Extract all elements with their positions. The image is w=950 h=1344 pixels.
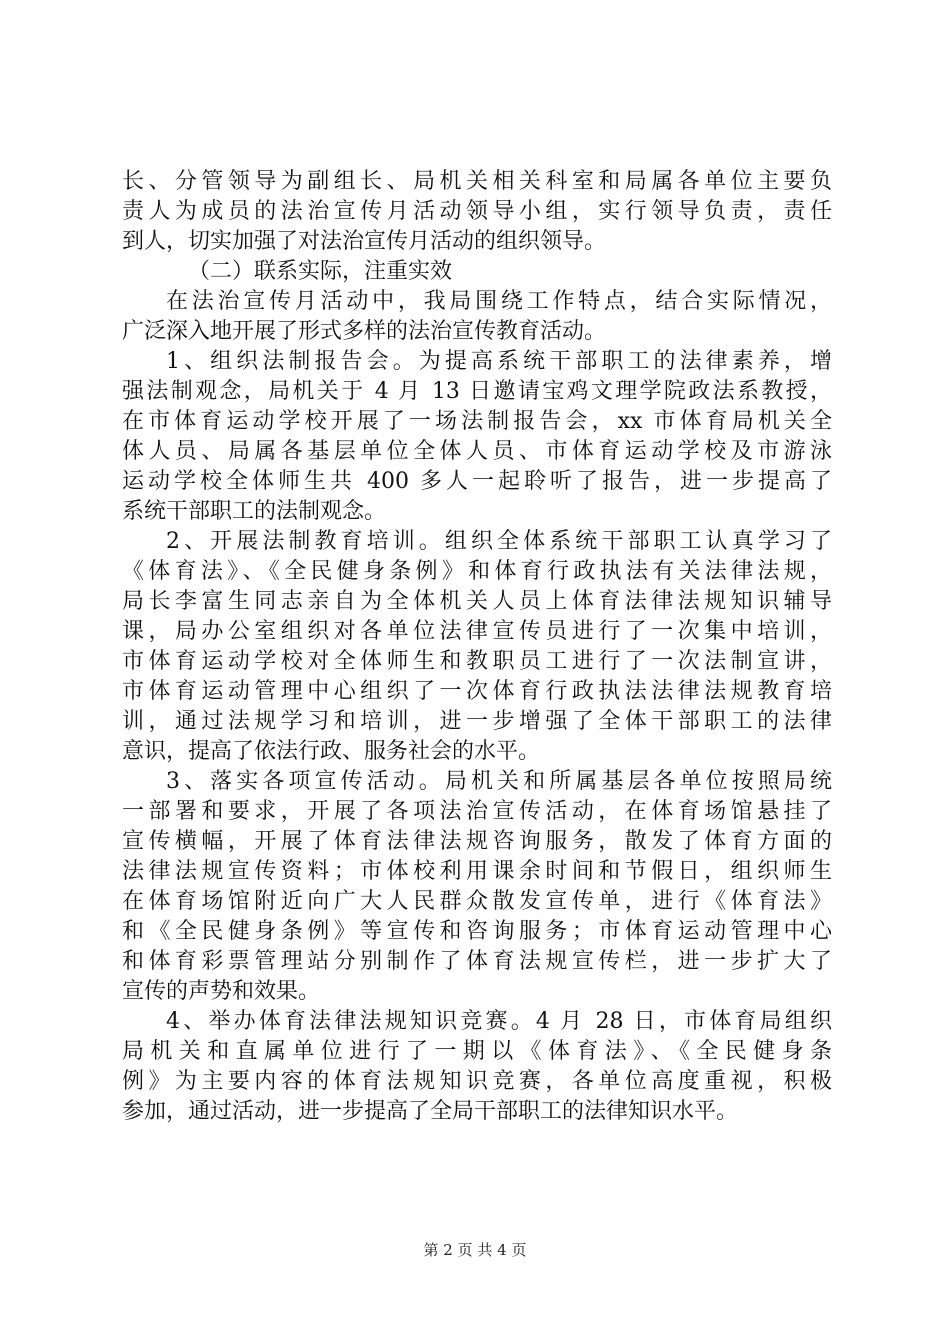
body-line: 课，局办公室组织对各单位法律宣传员进行了一次集中培训，	[122, 619, 832, 644]
item-4-line: 4、举办体育法律法规知识竞赛。4 月 28 日，市体育局组织	[166, 1009, 832, 1034]
section-heading: （二）联系实际，注重实效	[188, 259, 453, 284]
body-line: 参加，通过活动，进一步提高了全局干部职工的法律知识水平。	[122, 1099, 739, 1124]
body-line: 局机关和直属单位进行了一期以《体育法》、《全民健身条	[122, 1039, 832, 1064]
body-line: 在体育场馆附近向广大人民群众散发宣传单，进行《体育法》	[122, 889, 832, 914]
body-line: 责人为成员的法治宣传月活动领导小组，实行领导负责，责任	[122, 199, 832, 224]
body-line: 运动学校全体师生共 400 多人一起聆听了报告，进一步提高了	[122, 469, 832, 494]
body-line: 法律法规宣传资料；市体校利用课余时间和节假日，组织师生	[122, 859, 832, 884]
page-footer: 第 2 页 共 4 页	[423, 1241, 527, 1259]
body-line: 宣传横幅，开展了体育法律法规咨询服务，散发了体育方面的	[122, 829, 832, 854]
body-line: 一部署和要求，开展了各项法治宣传活动，在体育场馆悬挂了	[122, 799, 832, 824]
item-2-line: 2、开展法制教育培训。组织全体系统干部职工认真学习了	[166, 529, 832, 554]
body-line: 和体育彩票管理站分别制作了体育法规宣传栏，进一步扩大了	[122, 949, 832, 974]
body-line: 《体育法》、《全民健身条例》和体育行政执法有关法律法规，	[122, 559, 832, 584]
body-line: 体人员、局属各基层单位全体人员、市体育运动学校及市游泳	[122, 439, 832, 464]
body-line: 和《全民健身条例》等宣传和咨询服务；市体育运动管理中心	[122, 919, 832, 944]
body-line: 强法制观念，局机关于 4 月 13 日邀请宝鸡文理学院政法系教授，	[122, 379, 832, 404]
body-line: 宣传的声势和效果。	[122, 979, 321, 1004]
body-line: 广泛深入地开展了形式多样的法治宣传教育活动。	[122, 319, 607, 344]
body-line: 局长李富生同志亲自为全体机关人员上体育法律法规知识辅导	[122, 589, 832, 614]
body-line: 到人，切实加强了对法治宣传月活动的组织领导。	[122, 229, 607, 254]
item-3-line: 3、落实各项宣传活动。局机关和所属基层各单位按照局统	[166, 769, 832, 794]
body-line: 系统干部职工的法制观念。	[122, 499, 387, 524]
body-line: 在法治宣传月活动中，我局围绕工作特点，结合实际情况，	[166, 289, 832, 314]
item-1-line: 1、组织法制报告会。为提高系统干部职工的法律素养，增	[166, 349, 832, 374]
body-line: 例》为主要内容的体育法规知识竞赛，各单位高度重视，积极	[122, 1069, 832, 1094]
body-line: 在市体育运动学校开展了一场法制报告会，xx 市体育局机关全	[122, 409, 832, 434]
document-body	[122, 167, 832, 1127]
body-line: 训，通过法规学习和培训，进一步增强了全体干部职工的法律	[122, 709, 832, 734]
body-line: 长、分管领导为副组长、局机关相关科室和局属各单位主要负	[122, 169, 832, 194]
body-line: 市体育运动管理中心组织了一次体育行政执法法律法规教育培	[122, 679, 832, 704]
body-line: 市体育运动学校对全体师生和教职员工进行了一次法制宣讲，	[122, 649, 832, 674]
body-line: 意识，提高了依法行政、服务社会的水平。	[122, 739, 541, 764]
